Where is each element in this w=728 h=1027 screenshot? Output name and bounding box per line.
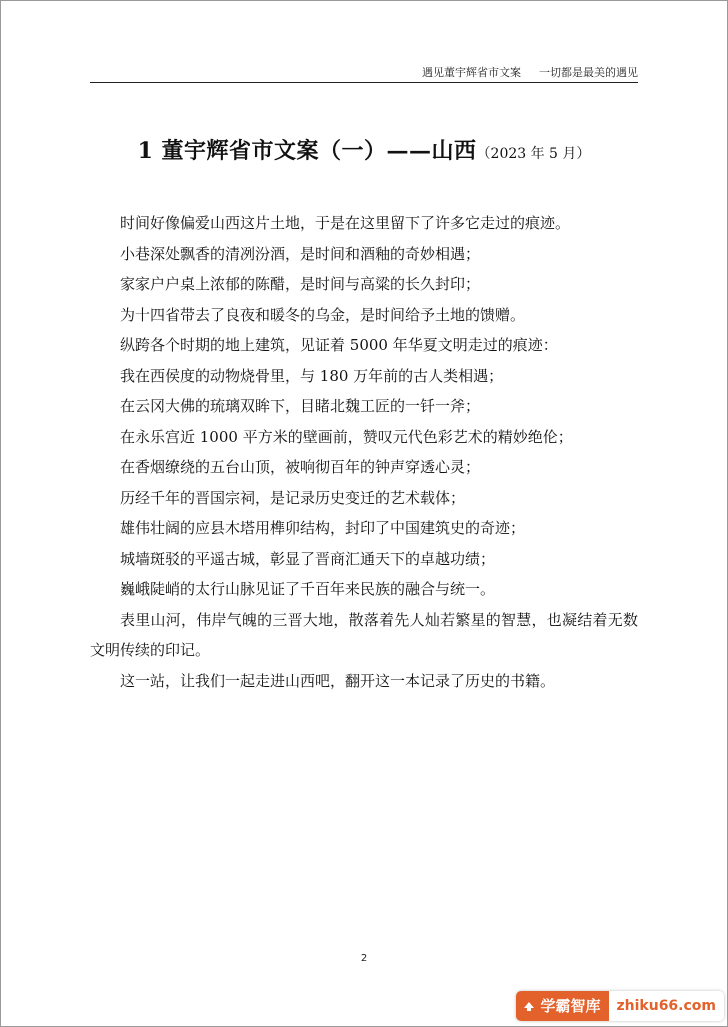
chapter-title (0, 134, 728, 165)
paragraph: 为十四省带去了良夜和暖冬的乌金，是时间给予土地的馈赠。 (120, 305, 526, 324)
paragraph: 在永乐宫近 1000 平方米的壁画前，赞叹元代色彩艺术的精妙绝伦； (120, 427, 573, 446)
page-number: 2 (360, 953, 368, 964)
header-right-text: 一切都是最美的遇见 (539, 66, 638, 79)
watermark-domain[interactable]: zhiku66.com (609, 991, 725, 1021)
paragraph: 时间好像偏爱山西这片土地，于是在这里留下了许多它走过的痕迹。 (120, 214, 571, 232)
paragraph: 雄伟壮阔的应县木塔用榫卯结构，封印了中国建筑史的奇迹； (120, 519, 526, 537)
running-header (90, 64, 638, 83)
watermark-brand (516, 991, 608, 1021)
chapter-date: （2023 年 5 月） (476, 146, 591, 162)
paragraph: 纵跨各个时期的地上建筑，见证着 5000 年华夏文明走过的痕迹： (120, 336, 558, 354)
paragraph: 我在西侯度的动物烧骨里，与 180 万年前的古人类相遇； (120, 366, 504, 385)
body-text (90, 208, 638, 696)
paragraph: 历经千年的晋国宗祠，是记录历史变迁的艺术载体； (120, 488, 466, 507)
paragraph: 表里山河，伟岸气魄的三晋大地，散落着先人灿若繁星的智慧，也凝结着无数文明传续的印记。 (90, 610, 638, 659)
chapter-title-text: 1 董宇辉省市文案（一）——山西 (137, 138, 477, 164)
watermark-badge[interactable] (516, 991, 724, 1021)
watermark-brand-text: 学霸智库 (540, 997, 601, 1015)
paragraph: 小巷深处飘香的清冽汾酒，是时间和酒釉的奇妙相遇； (120, 244, 481, 263)
paragraph: 在云冈大佛的琉璃双眸下，目睹北魏工匠的一钎一斧； (120, 397, 481, 415)
paragraph: 城墙斑驳的平遥古城，彰显了晋商汇通天下的卓越功绩； (120, 549, 496, 568)
watermark-logo-icon (522, 999, 536, 1013)
paragraph: 家家户户桌上浓郁的陈醋，是时间与高粱的长久封印； (120, 275, 481, 293)
paragraph: 在香烟缭绕的五台山顶，被响彻百年的钟声穿透心灵； (120, 458, 481, 476)
paragraph: 这一站，让我们一起走进山西吧，翻开这一本记录了历史的书籍。 (120, 671, 556, 690)
paragraph: 巍峨陡峭的太行山脉见证了千百年来民族的融合与统一。 (120, 580, 496, 598)
header-left-text: 遇见董宇辉省市文案 (422, 66, 521, 79)
